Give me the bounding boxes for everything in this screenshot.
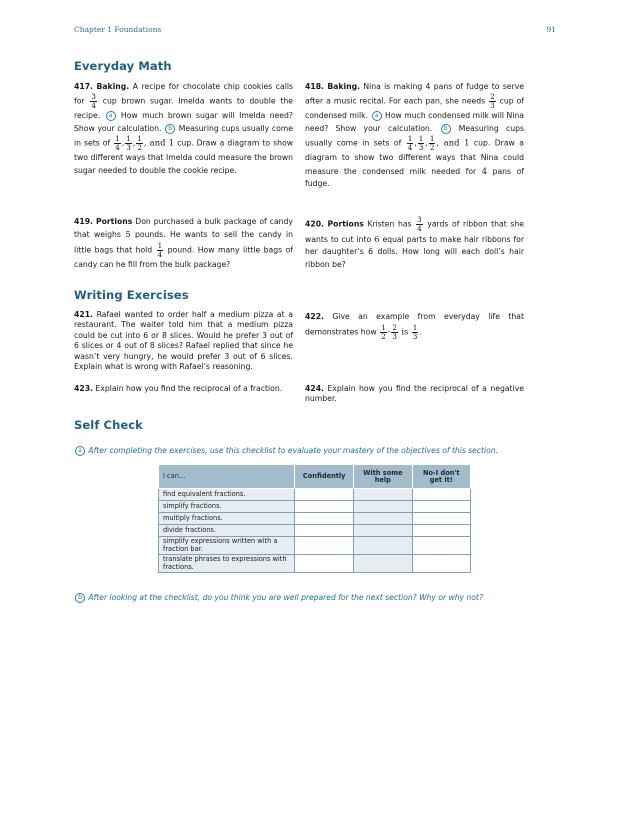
section-title-writing-exercises: Writing Exercises bbox=[74, 288, 189, 302]
self-check-instruction-a bbox=[74, 446, 498, 456]
checkbox-cell-some-help[interactable] bbox=[354, 537, 412, 555]
objective-label: multiply fractions. bbox=[159, 513, 295, 525]
column-header: Confidently bbox=[295, 465, 354, 489]
table-row bbox=[159, 513, 471, 525]
exercise-text: cup of condensed milk. bbox=[305, 96, 525, 121]
exercise-topic: Portions bbox=[327, 219, 364, 229]
exercise-417: 417. Baking. A recipe for chocolate chip cookies calls for $\frac{3}{4}$ cup brown sugar. Imelda wants to double the recipe. a How much brown sugar will Imelda need? Show your calculation. b Measuring cups usually come in sets of $\frac{1}{4}$ , $\frac{1}{3}$ , $\frac{1}{2}$ , and 1 cup. Draw a diagram to show two different ways that Imelda could measure the brown sugar needed to double the cookie recipe. bbox=[74, 82, 293, 175]
exercise-423 bbox=[74, 384, 293, 394]
math-number: 5 bbox=[125, 229, 131, 240]
running-header-chapter: Chapter 1 Foundations bbox=[74, 25, 162, 34]
exercise-text: Don purchased a bulk package of candy that weighs bbox=[74, 217, 293, 240]
exercise-text: pound. How many little bags of candy can he fill from the bulk package? bbox=[74, 245, 293, 269]
table-row bbox=[159, 489, 471, 501]
exercise-422 bbox=[305, 310, 524, 341]
exercise-text: yards of ribbon that she wants to cut into bbox=[305, 219, 524, 244]
table-row bbox=[159, 501, 471, 513]
fraction: $\frac{1}{3}$ bbox=[126, 134, 131, 153]
exercise-text: Explain how you find the reciprocal of a fraction. bbox=[95, 384, 283, 393]
exercise-topic: Portions bbox=[95, 217, 133, 226]
part-b-marker-icon: b bbox=[165, 124, 175, 134]
fraction: $\frac{3}{4}$ bbox=[417, 215, 422, 233]
multiply-dot: · bbox=[387, 326, 391, 337]
part-a-marker-icon: a bbox=[106, 111, 116, 121]
objective-label: divide fractions. bbox=[159, 525, 295, 537]
table-header-row bbox=[159, 465, 471, 489]
checkbox-cell-confidently[interactable] bbox=[295, 501, 354, 513]
exercise-number: 418. bbox=[305, 82, 324, 91]
exercise-text: A recipe for chocolate chip cookies calls for bbox=[74, 82, 293, 106]
part-a-marker-icon: a bbox=[372, 111, 382, 121]
exercise-number: 419. bbox=[74, 217, 93, 226]
exercise-421 bbox=[74, 310, 293, 372]
exercise-number: 422. bbox=[305, 312, 324, 321]
exercise-418: 418. Baking. Nina is making 4 pans of fudge to serve after a music recital. For each pan, she needs $\frac{2}{3}$ cup of condensed milk. a How much condensed milk will Nina need? Show your calculation. b Measuring cups usually come in sets of $\frac{1}{4}$ , $\frac{1}{3}$ , $\frac{1}{2}$ , and 1 cup. Draw a diagram to show two different ways that Nina could measure the condensed milk needed for 4 pans of fudge. bbox=[305, 82, 525, 189]
exercise-text: pounds. He wants to sell the candy in little bags that hold bbox=[74, 230, 294, 255]
table-row bbox=[159, 555, 471, 573]
exercise-424 bbox=[305, 384, 524, 405]
checkbox-cell-no[interactable] bbox=[412, 555, 470, 573]
fraction: $\frac{1}{4}$ bbox=[157, 240, 163, 259]
fraction: $\frac{1}{2}$ bbox=[429, 134, 435, 153]
fraction: $\frac{1}{2}$ bbox=[137, 134, 142, 153]
exercise-number: 421. bbox=[74, 310, 93, 319]
exercise-text: equal parts to make hair ribbons for her daughter’s 6 dolls. How long will each doll’s hair ribbon be? bbox=[305, 235, 525, 269]
fraction: $\frac{3}{4}$ bbox=[91, 92, 96, 111]
checkbox-cell-no[interactable] bbox=[412, 489, 470, 501]
section-title-everyday-math: Everyday Math bbox=[74, 59, 172, 73]
checkbox-cell-some-help[interactable] bbox=[354, 513, 412, 525]
exercise-text: How much condensed milk will Nina need? Show your calculation. bbox=[305, 111, 524, 133]
column-header: With some help bbox=[354, 465, 412, 489]
exercise-text: Measuring cups usually come in sets of bbox=[305, 123, 524, 148]
exercise-topic: Baking. bbox=[96, 82, 130, 91]
math-number: 6 bbox=[374, 234, 380, 244]
objective-label: translate phrases to expressions with fractions. bbox=[159, 555, 295, 573]
exercise-text: Explain how you find the reciprocal of a negative number. bbox=[305, 384, 524, 404]
exercise-topic: Baking. bbox=[327, 82, 361, 91]
instruction-text: After completing the exercises, use this checklist to evaluate your mastery of the objectives of this section. bbox=[88, 446, 498, 455]
exercise-number: 420. bbox=[305, 219, 324, 229]
exercise-text: pans of fudge. bbox=[305, 166, 524, 189]
checkbox-cell-some-help[interactable] bbox=[354, 501, 412, 513]
exercise-text: Measuring cups usually come in sets of bbox=[74, 123, 293, 148]
exercise-text: How much brown sugar will Imelda need? Show your calculation. bbox=[74, 111, 293, 133]
exercise-text: Rafael wanted to order half a medium pizza at a restaurant. The waiter told him that a medium pizza could be cut into 6 or 8 slices. Would he prefer 3 out of 6 slices or 4 out of 8 slices? Rafael replied that since he wasn’t very hungry, he would prefer 3 out of 6 slices. Explain what is wrong with Rafael’s reasoning. bbox=[74, 310, 293, 372]
column-header: I can… bbox=[159, 465, 295, 489]
fraction: $\frac{2}{3}$ bbox=[490, 92, 495, 111]
page-number: 91 bbox=[546, 25, 556, 34]
part-b-marker-icon: b bbox=[441, 124, 451, 134]
checkbox-cell-no[interactable] bbox=[412, 537, 470, 555]
checkbox-cell-no[interactable] bbox=[412, 513, 470, 525]
section-title-self-check: Self Check bbox=[74, 418, 143, 432]
exercise-text: Give an example from everyday life that demonstrates how bbox=[305, 312, 524, 337]
table-row bbox=[159, 537, 471, 555]
table-row bbox=[159, 525, 471, 537]
exercise-text: cup. Draw a diagram to show two different ways that Nina could measure the condensed milk needed for bbox=[305, 138, 524, 176]
checkbox-cell-confidently[interactable] bbox=[295, 537, 354, 555]
math-text: , and 1 bbox=[436, 137, 470, 148]
exercise-text: cup. Draw a diagram to show two different ways that Imelda could measure the brown sugar needed to double the cookie recipe. bbox=[74, 138, 293, 175]
checkbox-cell-some-help[interactable] bbox=[354, 555, 412, 573]
math-number: 4 bbox=[481, 165, 488, 176]
column-header: No-I don't get it! bbox=[412, 465, 470, 489]
checkbox-cell-confidently[interactable] bbox=[295, 513, 354, 525]
exercise-number: 423. bbox=[74, 384, 93, 393]
math-text: is bbox=[401, 326, 409, 337]
math-text: , and 1 bbox=[143, 137, 175, 148]
exercise-text: Nina is making 4 pans of fudge to serve after a music recital. For each pan, she needs bbox=[305, 82, 524, 106]
checkbox-cell-confidently[interactable] bbox=[295, 555, 354, 573]
checkbox-cell-no[interactable] bbox=[412, 501, 470, 513]
exercise-number: 424. bbox=[305, 384, 324, 393]
objective-label: simplify fractions. bbox=[159, 501, 295, 513]
checkbox-cell-confidently[interactable] bbox=[295, 489, 354, 501]
instruction-text: After looking at the checklist, do you think you are well prepared for the next section? Why or why not? bbox=[88, 593, 483, 602]
fraction: $\frac{1}{3}$ bbox=[412, 323, 418, 341]
part-b-marker-icon: b bbox=[75, 593, 85, 603]
period: . bbox=[419, 327, 422, 337]
exercise-420 bbox=[305, 216, 524, 271]
self-check-instruction-b bbox=[74, 593, 483, 603]
fraction: $\frac{1}{4}$ bbox=[115, 134, 120, 153]
checkbox-cell-some-help[interactable] bbox=[354, 525, 412, 537]
exercise-number: 417. bbox=[74, 82, 93, 91]
fraction: $\frac{2}{3}$ bbox=[392, 323, 397, 341]
exercise-419 bbox=[74, 216, 293, 271]
checkbox-cell-confidently[interactable] bbox=[295, 525, 354, 537]
checkbox-cell-no[interactable] bbox=[412, 525, 470, 537]
fraction: $\frac{1}{2}$ bbox=[381, 323, 386, 341]
part-a-marker-icon: a bbox=[75, 446, 85, 456]
fraction: $\frac{1}{4}$ bbox=[407, 134, 413, 153]
checkbox-cell-some-help[interactable] bbox=[354, 489, 412, 501]
exercise-text: Kristen has bbox=[367, 219, 412, 229]
exercise-text: cup brown sugar. Imelda wants to double the recipe. bbox=[74, 96, 293, 121]
fraction: $\frac{1}{3}$ bbox=[418, 134, 424, 153]
self-check-table bbox=[158, 464, 471, 573]
objective-label: simplify expressions written with a fraction bar. bbox=[159, 537, 295, 555]
objective-label: find equivalent fractions. bbox=[159, 489, 295, 501]
